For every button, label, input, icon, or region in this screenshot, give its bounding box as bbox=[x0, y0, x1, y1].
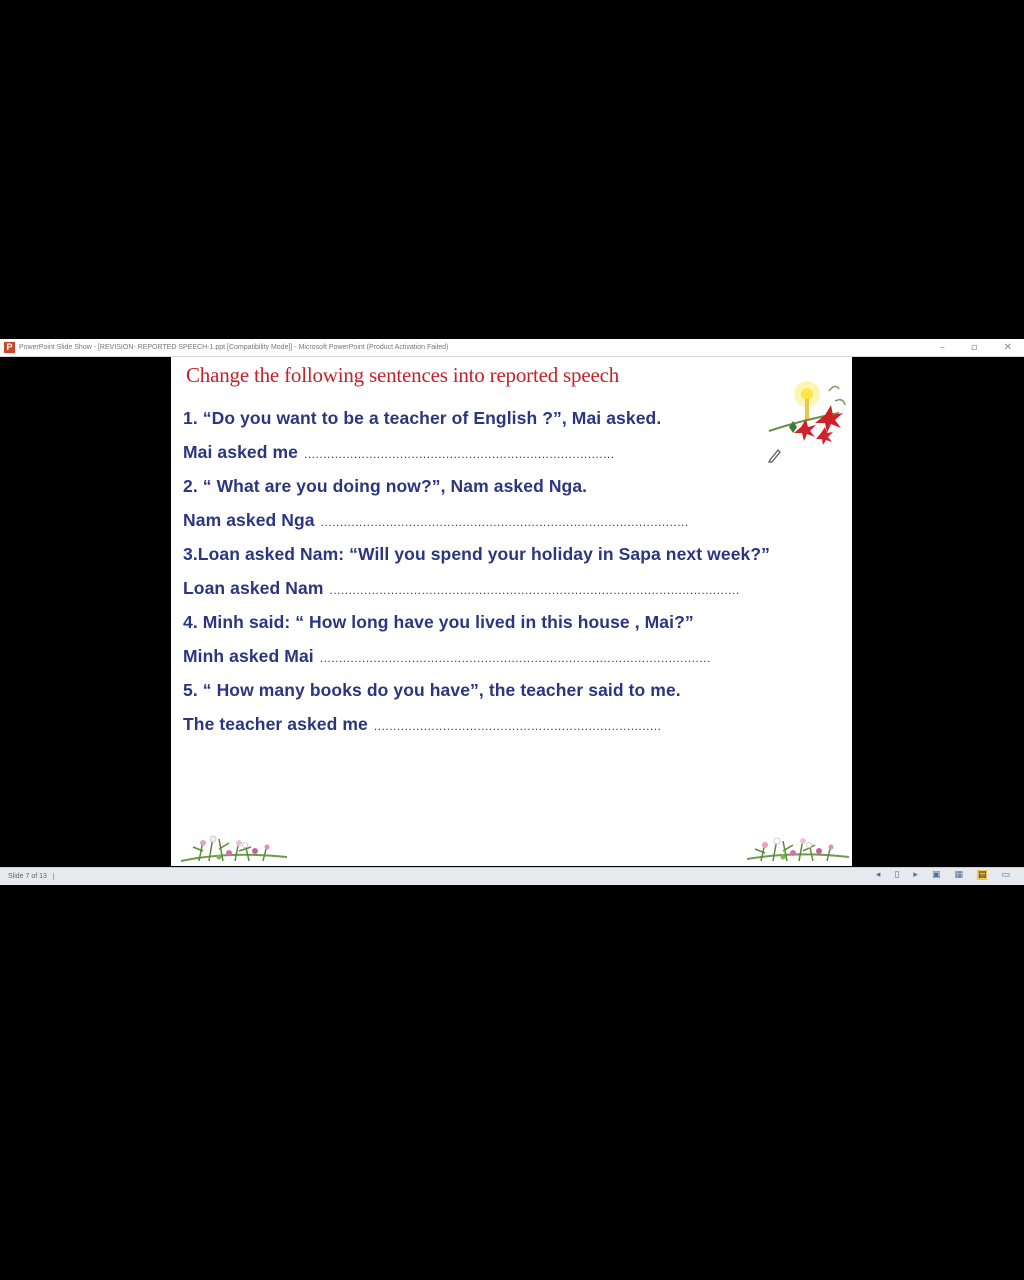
powerpoint-app-icon[interactable]: P bbox=[4, 342, 15, 353]
next-icon[interactable]: ▸ bbox=[913, 870, 918, 880]
flower-bed-right-icon bbox=[745, 831, 851, 865]
slide-title: Change the following sentences into reported speech bbox=[186, 363, 619, 387]
exercise-line-1: 1. “Do you want to be a teacher of English ?”, Mai asked. bbox=[183, 408, 662, 428]
status-bar bbox=[0, 867, 1024, 885]
answer-line-5: The teacher asked me ........................................................................... bbox=[183, 714, 662, 734]
close-button[interactable]: ✕ bbox=[1003, 342, 1012, 353]
window-controls bbox=[940, 339, 1012, 356]
window-title: PowerPoint Slide Show - [REVISION- REPORTED SPEECH-1.ppt [Compatibility Mode]] - Microsoft PowerPoint (Product Activation Failed) bbox=[19, 344, 449, 351]
slide-canvas[interactable] bbox=[171, 357, 852, 866]
answer-line-4: Minh asked Mai ...................................................................................................... bbox=[183, 646, 711, 666]
answer-line-1: Mai asked me ................................................................................. bbox=[183, 442, 615, 462]
powerpoint-window bbox=[0, 339, 1024, 884]
reading-view-icon[interactable]: ▤ bbox=[977, 870, 987, 880]
slideshow-icon[interactable]: ▭ bbox=[1001, 870, 1010, 880]
minimize-button[interactable]: – bbox=[939, 342, 945, 353]
title-bar bbox=[0, 339, 1024, 357]
answer-line-2: Nam asked Nga ................................................................................................ bbox=[183, 510, 689, 530]
view-controls bbox=[876, 870, 1010, 880]
flower-bed-left-icon bbox=[179, 831, 289, 865]
exercise-line-3: 3.Loan asked Nam: “Will you spend your holiday in Sapa next week?” bbox=[183, 544, 770, 564]
restore-button[interactable]: ▫ bbox=[970, 342, 978, 353]
exercise-line-2: 2. “ What are you doing now?”, Nam asked Nga. bbox=[183, 476, 588, 496]
slide-sorter-icon[interactable]: ▦ bbox=[954, 870, 963, 880]
normal-view-icon[interactable]: ▣ bbox=[931, 870, 941, 880]
exercise-lines bbox=[183, 408, 843, 748]
prev-icon[interactable]: ◂ bbox=[875, 870, 881, 880]
menu-icon[interactable]: ▯ bbox=[894, 870, 900, 880]
exercise-line-5: 5. “ How many books do you have”, the teacher said to me. bbox=[183, 680, 681, 700]
slide-counter: Slide 7 of 13 bbox=[8, 873, 54, 880]
answer-line-3: Loan asked Nam ........................................................................................................... bbox=[183, 578, 740, 598]
exercise-line-4: 4. Minh said: “ How long have you lived in this house , Mai?” bbox=[183, 612, 694, 632]
